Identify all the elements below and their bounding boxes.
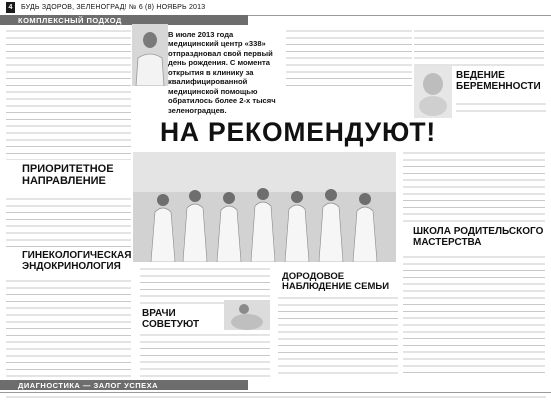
text-block-doctors — [140, 332, 270, 378]
text-block-right-mid — [403, 150, 545, 226]
heading-priority: ПРИОРИТЕТНОЕ НАПРАВЛЕНИЕ — [22, 163, 114, 188]
text-block-pregnancy-intro — [456, 101, 546, 117]
text-block-prenatal — [278, 295, 398, 379]
heading-pregnancy: ВЕДЕНИЕ БЕРЕМЕННОСТИ — [456, 70, 541, 92]
baby-photo — [414, 66, 452, 118]
bottom-rule — [0, 392, 551, 393]
text-block-mid-top — [286, 28, 412, 88]
text-block-priority — [6, 196, 131, 249]
staff-group-photo — [133, 152, 396, 262]
text-block-bottom-strip — [6, 394, 546, 400]
heading-gyneco: ГИНЕКОЛОГИЧЕСКАЯ ЭНДОКРИНОЛОГИЯ — [22, 250, 132, 272]
heading-prenatal: ДОРОДОВОЕ НАБЛЮДЕНИЕ СЕМЬИ — [282, 271, 390, 293]
main-headline: НА РЕКОМЕНДУЮТ! — [160, 117, 437, 147]
heading-doctors: ВРАЧИ СОВЕТУЮТ — [142, 308, 200, 330]
text-block-gyneco — [6, 278, 131, 378]
text-block-right-top — [414, 28, 544, 66]
text-block-school — [403, 254, 545, 378]
rubric-bottom: ДИАГНОСТИКА — ЗАЛОГ УСПЕХА — [0, 380, 248, 390]
heading-school: ШКОЛА РОДИТЕЛЬСКОГО МАСТЕРСТВА — [413, 226, 544, 248]
rubric-top: КОМПЛЕКСНЫЙ ПОДХОД — [0, 15, 248, 25]
doctor-photo — [132, 24, 168, 86]
lead-paragraph: В июле 2013 года медицинский центр «338» отпраздновал свой первый день рождения. С момента открытия в клинику за квалифицированной медицинской помощью обратилось более 2-х тысяч зеленоградцев. — [168, 30, 276, 115]
page-number: 4 — [6, 2, 15, 13]
text-block-left-top — [6, 28, 131, 160]
mother-photo — [224, 300, 270, 330]
page-header — [0, 0, 551, 16]
header-text: БУДЬ ЗДОРОВ, ЗЕЛЕНОГРАД! № 6 (8) НОЯБРЬ 2013 — [21, 4, 206, 11]
